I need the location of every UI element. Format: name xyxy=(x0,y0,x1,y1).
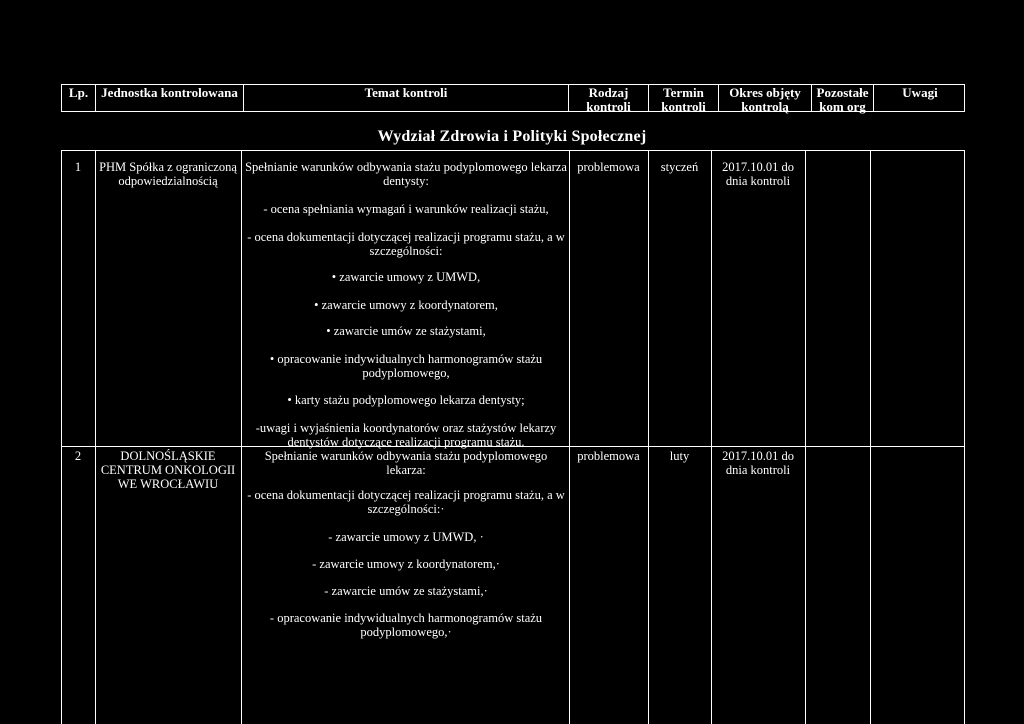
row2-topic-item: - zawarcie umowy z koordynatorem,· xyxy=(312,557,500,571)
grid-line xyxy=(61,150,62,724)
row1-type: problemowa xyxy=(577,160,640,174)
grid-line xyxy=(241,150,242,724)
row1-topic-bullet: • opracowanie indywidualnych harmonogramów stażu podyplomowego, xyxy=(269,352,543,380)
row1-unit: PHM Spółka z ograniczoną odpowiedzialnością xyxy=(99,160,237,188)
row2-term: luty xyxy=(669,449,690,463)
row2-topic-item: - zawarcie umowy z UMWD, · xyxy=(328,530,484,544)
row2-topic-item: - opracowanie indywidualnych harmonogramów stażu podyplomowego,· xyxy=(269,611,543,639)
row2-type: problemowa xyxy=(577,449,640,463)
row2-lp: 2 xyxy=(74,449,82,463)
row1-topic-notes: -uwagi i wyjaśnienia koordynatorów oraz stażystów lekarzy dentystów dotyczące realizacji programu stażu. xyxy=(255,421,557,449)
row1-topic-bullet: • zawarcie umowy z koordynatorem, xyxy=(314,298,498,312)
row1-topic-item: - ocena spełniania wymagań i warunków realizacji stażu, xyxy=(263,202,549,216)
header-notes: Uwagi xyxy=(902,85,938,100)
row1-term: styczeń xyxy=(660,160,699,174)
grid-line xyxy=(805,150,806,724)
row1-lp: 1 xyxy=(74,160,82,174)
row2-unit: DOLNOŚLĄSKIE CENTRUM ONKOLOGII WE WROCŁAWIU xyxy=(100,449,236,491)
row1-period: 2017.10.01 do dnia kontroli xyxy=(722,160,794,188)
row2-period: 2017.10.01 do dnia kontroli xyxy=(722,449,794,477)
row2-topic-intro: Spełnianie warunków odbywania stażu podyplomowego lekarza: xyxy=(264,449,548,477)
header-unit: Jednostka kontrolowana xyxy=(96,85,244,111)
grid-line xyxy=(964,150,965,724)
grid-line xyxy=(711,150,712,724)
row1-topic-bullet: • zawarcie umowy z UMWD, xyxy=(331,270,481,284)
section-title: Wydział Zdrowia i Polityki Społecznej xyxy=(377,128,647,145)
row2-topic-item: - zawarcie umów ze stażystami,· xyxy=(324,584,488,598)
grid-line xyxy=(95,150,96,724)
header-lp: Lp. xyxy=(62,85,96,111)
header-period: Okres objęty kontrolą xyxy=(719,85,812,111)
row1-topic-bullet: • karty stażu podyplomowego lekarza dentysty; xyxy=(287,393,525,407)
header-term: Termin kontroli xyxy=(649,85,719,111)
header-other: Pozostałe kom org xyxy=(812,85,874,111)
row1-topic-item: - ocena dokumentacji dotyczącej realizacji programu stażu, a w szczególności: xyxy=(247,230,565,258)
grid-line xyxy=(61,150,965,151)
header-type: Rodzaj kontroli xyxy=(569,85,649,111)
row1-topic-intro: Spełnianie warunków odbywania stażu podyplomowego lekarza dentysty: xyxy=(245,160,567,188)
row1-topic-bullet: • zawarcie umów ze stażystami, xyxy=(326,324,486,338)
grid-line xyxy=(569,150,570,724)
grid-line xyxy=(870,150,871,724)
row2-topic-item: - ocena dokumentacji dotyczącej realizacji programu stażu, a w szczególności:· xyxy=(247,488,565,516)
table-header xyxy=(61,84,965,112)
grid-line xyxy=(648,150,649,724)
header-topic: Temat kontroli xyxy=(244,85,569,111)
